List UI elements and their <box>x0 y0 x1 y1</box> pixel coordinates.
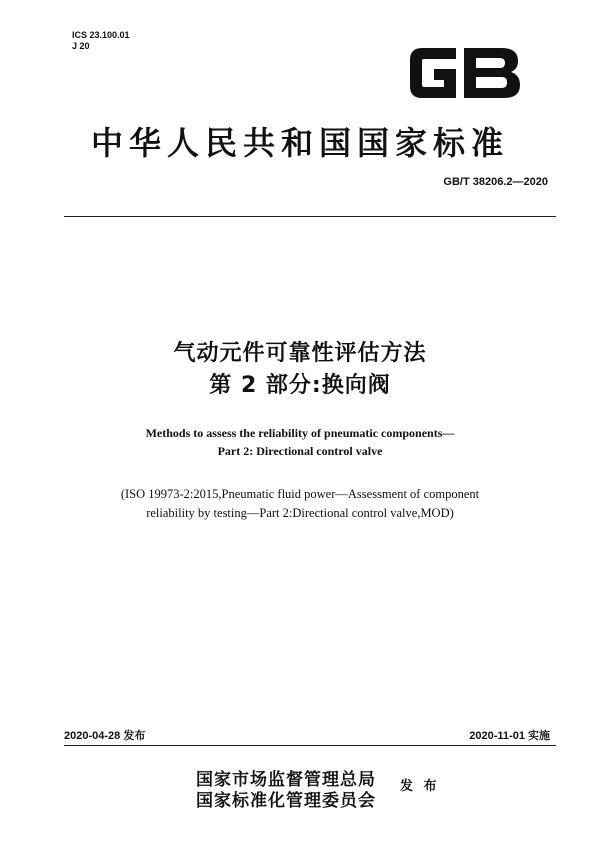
gb-logo-icon <box>404 42 524 104</box>
bottom-divider <box>64 745 556 746</box>
implement-date: 2020-11-01 实施 <box>469 730 550 742</box>
publish-label: 发 布 <box>400 779 440 794</box>
cn-title-line2: 第 2 部分:换向阀 <box>209 373 391 398</box>
issue-date: 2020-04-28 发布 <box>64 730 146 742</box>
cn-title-line1: 气动元件可靠性评估方法 <box>173 341 427 366</box>
ics-code: ICS 23.100.01 <box>72 30 130 40</box>
standard-number: GB/T 38206.2—2020 <box>443 176 548 188</box>
ccs-code: J 20 <box>72 41 90 51</box>
en-title-line1: Methods to assess the reliability of pneumatic components— <box>145 426 455 440</box>
classification-codes <box>72 30 130 52</box>
iso-reference-line1: (ISO 19973-2:2015,Pneumatic fluid power—Assessment of component <box>120 487 480 501</box>
top-divider <box>64 216 556 217</box>
national-standard-title: 中华人民共和国国家标准 <box>90 124 509 162</box>
en-title-line2: Part 2: Directional control valve <box>217 444 383 458</box>
issuer-line1: 国家市场监督管理总局 <box>196 770 376 790</box>
iso-reference-line2: reliability by testing—Part 2:Directional control valve,MOD) <box>146 506 454 520</box>
issuer-line2: 国家标准化管理委员会 <box>196 791 376 811</box>
